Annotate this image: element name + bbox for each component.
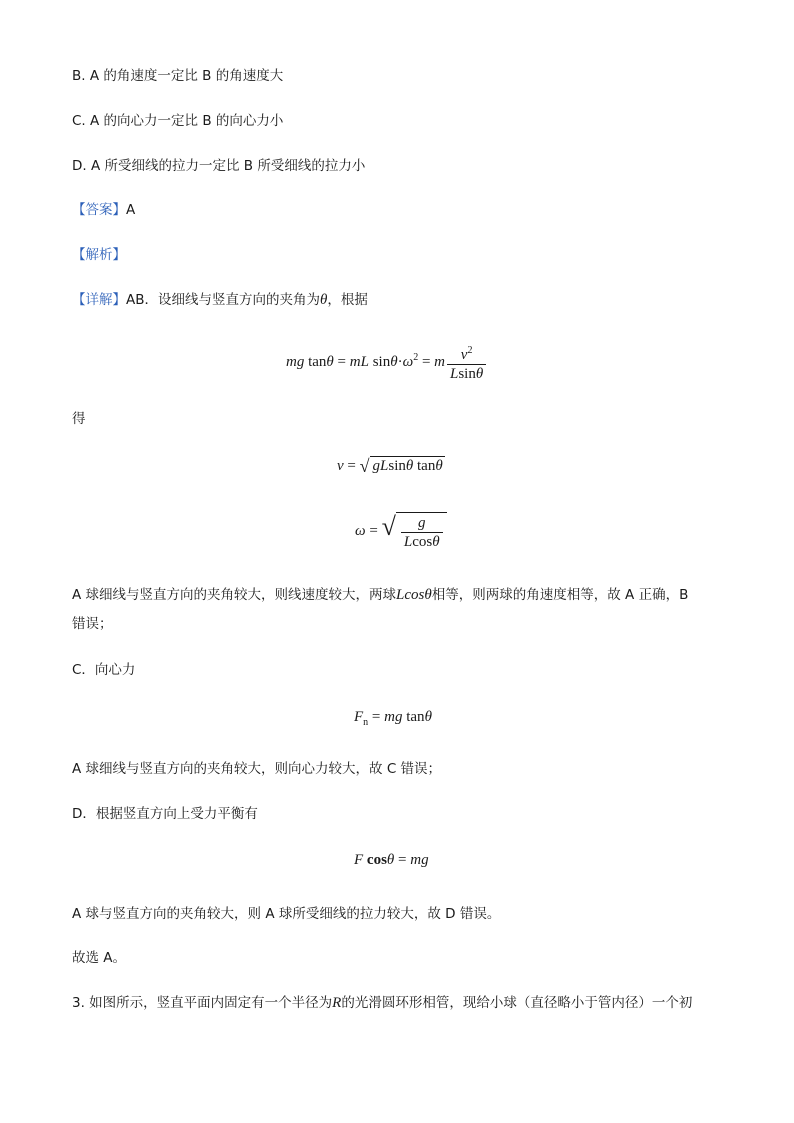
de-label: 得 (72, 411, 86, 427)
answer-value: A (126, 202, 136, 218)
para-ab-line1: A 球细线与竖直方向的夹角较大，则线速度较大，两球Lcosθ相等，则两球的角速度相等，故 A 正确，B (72, 587, 689, 603)
option-d: D. A 所受细线的拉力一定比 B 所受细线的拉力小 (72, 158, 366, 174)
equation-force-balance: mg tanθ = mL $\sin\theta\cdot\omega^2 = m$ $\frac{v^2}{Lsin\theta}$ (286, 342, 488, 383)
detail-line: 【详解】AB．设细线与竖直方向的夹角为θ，根据 (72, 292, 368, 308)
answer-label: 【答案】 (72, 202, 126, 218)
answer-line (72, 200, 135, 220)
question-3: 3. 如图所示，竖直平面内固定有一个半径为R的光滑圆环形相管，现给小球（直径略小于管内径）一个初 (72, 995, 693, 1011)
equation-tension: F cosθ = mg (354, 852, 429, 868)
para-ab-line2: 错误； (72, 616, 113, 632)
option-c: C. A 的向心力一定比 B 的向心力小 (72, 113, 284, 129)
analysis-label: 【解析】 (72, 247, 126, 263)
para-d: A 球与竖直方向的夹角较大，则 A 球所受细线的拉力较大，故 D 错误。 (72, 906, 501, 922)
option-b: B. A 的角速度一定比 B 的角速度大 (72, 68, 284, 84)
equation-centripetal: $F_n$ = mg tanθ (354, 709, 432, 728)
d-label: D．根据竖直方向上受力平衡有 (72, 806, 258, 822)
para-c: A 球细线与竖直方向的夹角较大，则向心力较大，故 C 错误； (72, 761, 442, 777)
conclusion: 故选 A。 (72, 950, 127, 966)
equation-velocity: v = √ gLsinθ tanθ (337, 456, 443, 476)
c-label: C．向心力 (72, 662, 136, 678)
detail-label: 【详解】 (72, 292, 126, 308)
equation-omega: ω = √ $\frac{g}{Lcos\theta}$ (355, 512, 447, 551)
